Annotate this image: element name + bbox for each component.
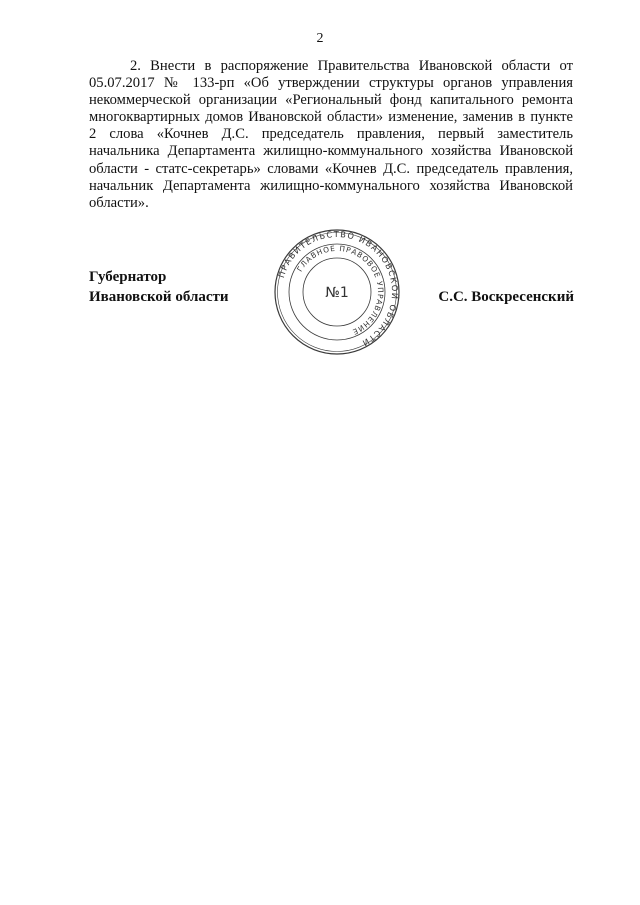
page-number: 2 xyxy=(316,31,324,46)
seal-inner-text: ГЛАВНОЕ ПРАВОВОЕ УПРАВЛЕНИЕ xyxy=(295,243,386,337)
body-paragraph: 2. Внести в распоряжение Правительства Ивановской области от 05.07.2017 № 133-рп «Об утверждении структуры органов управления некоммерческой организации «Региональный фонд капитального ремонта многоквартирных домов Ивановской области» изменение, заменив в пункте 2 слова «Кочнев Д.С. председатель правления, первый заместитель начальника Департамента жилищно-коммунального хозяйства Ивановской области - статс-секретарь» словами «Кочнев Д.С. председатель правления, начальник Департамента жилищно-коммунального хозяйства Ивановской области». xyxy=(89,58,573,211)
seal-outer-text: ПРАВИТЕЛЬСТВО ИВАНОВСКОЙ ОБЛАСТИ xyxy=(275,228,401,349)
position-line-1: Губернатор xyxy=(89,269,167,285)
signatory-position xyxy=(89,267,229,307)
seal-number: №1 xyxy=(325,285,349,301)
official-seal xyxy=(273,228,401,356)
position-line-2: Ивановской области xyxy=(89,289,229,305)
signatory-name: С.С. Воскресенский xyxy=(438,289,574,305)
